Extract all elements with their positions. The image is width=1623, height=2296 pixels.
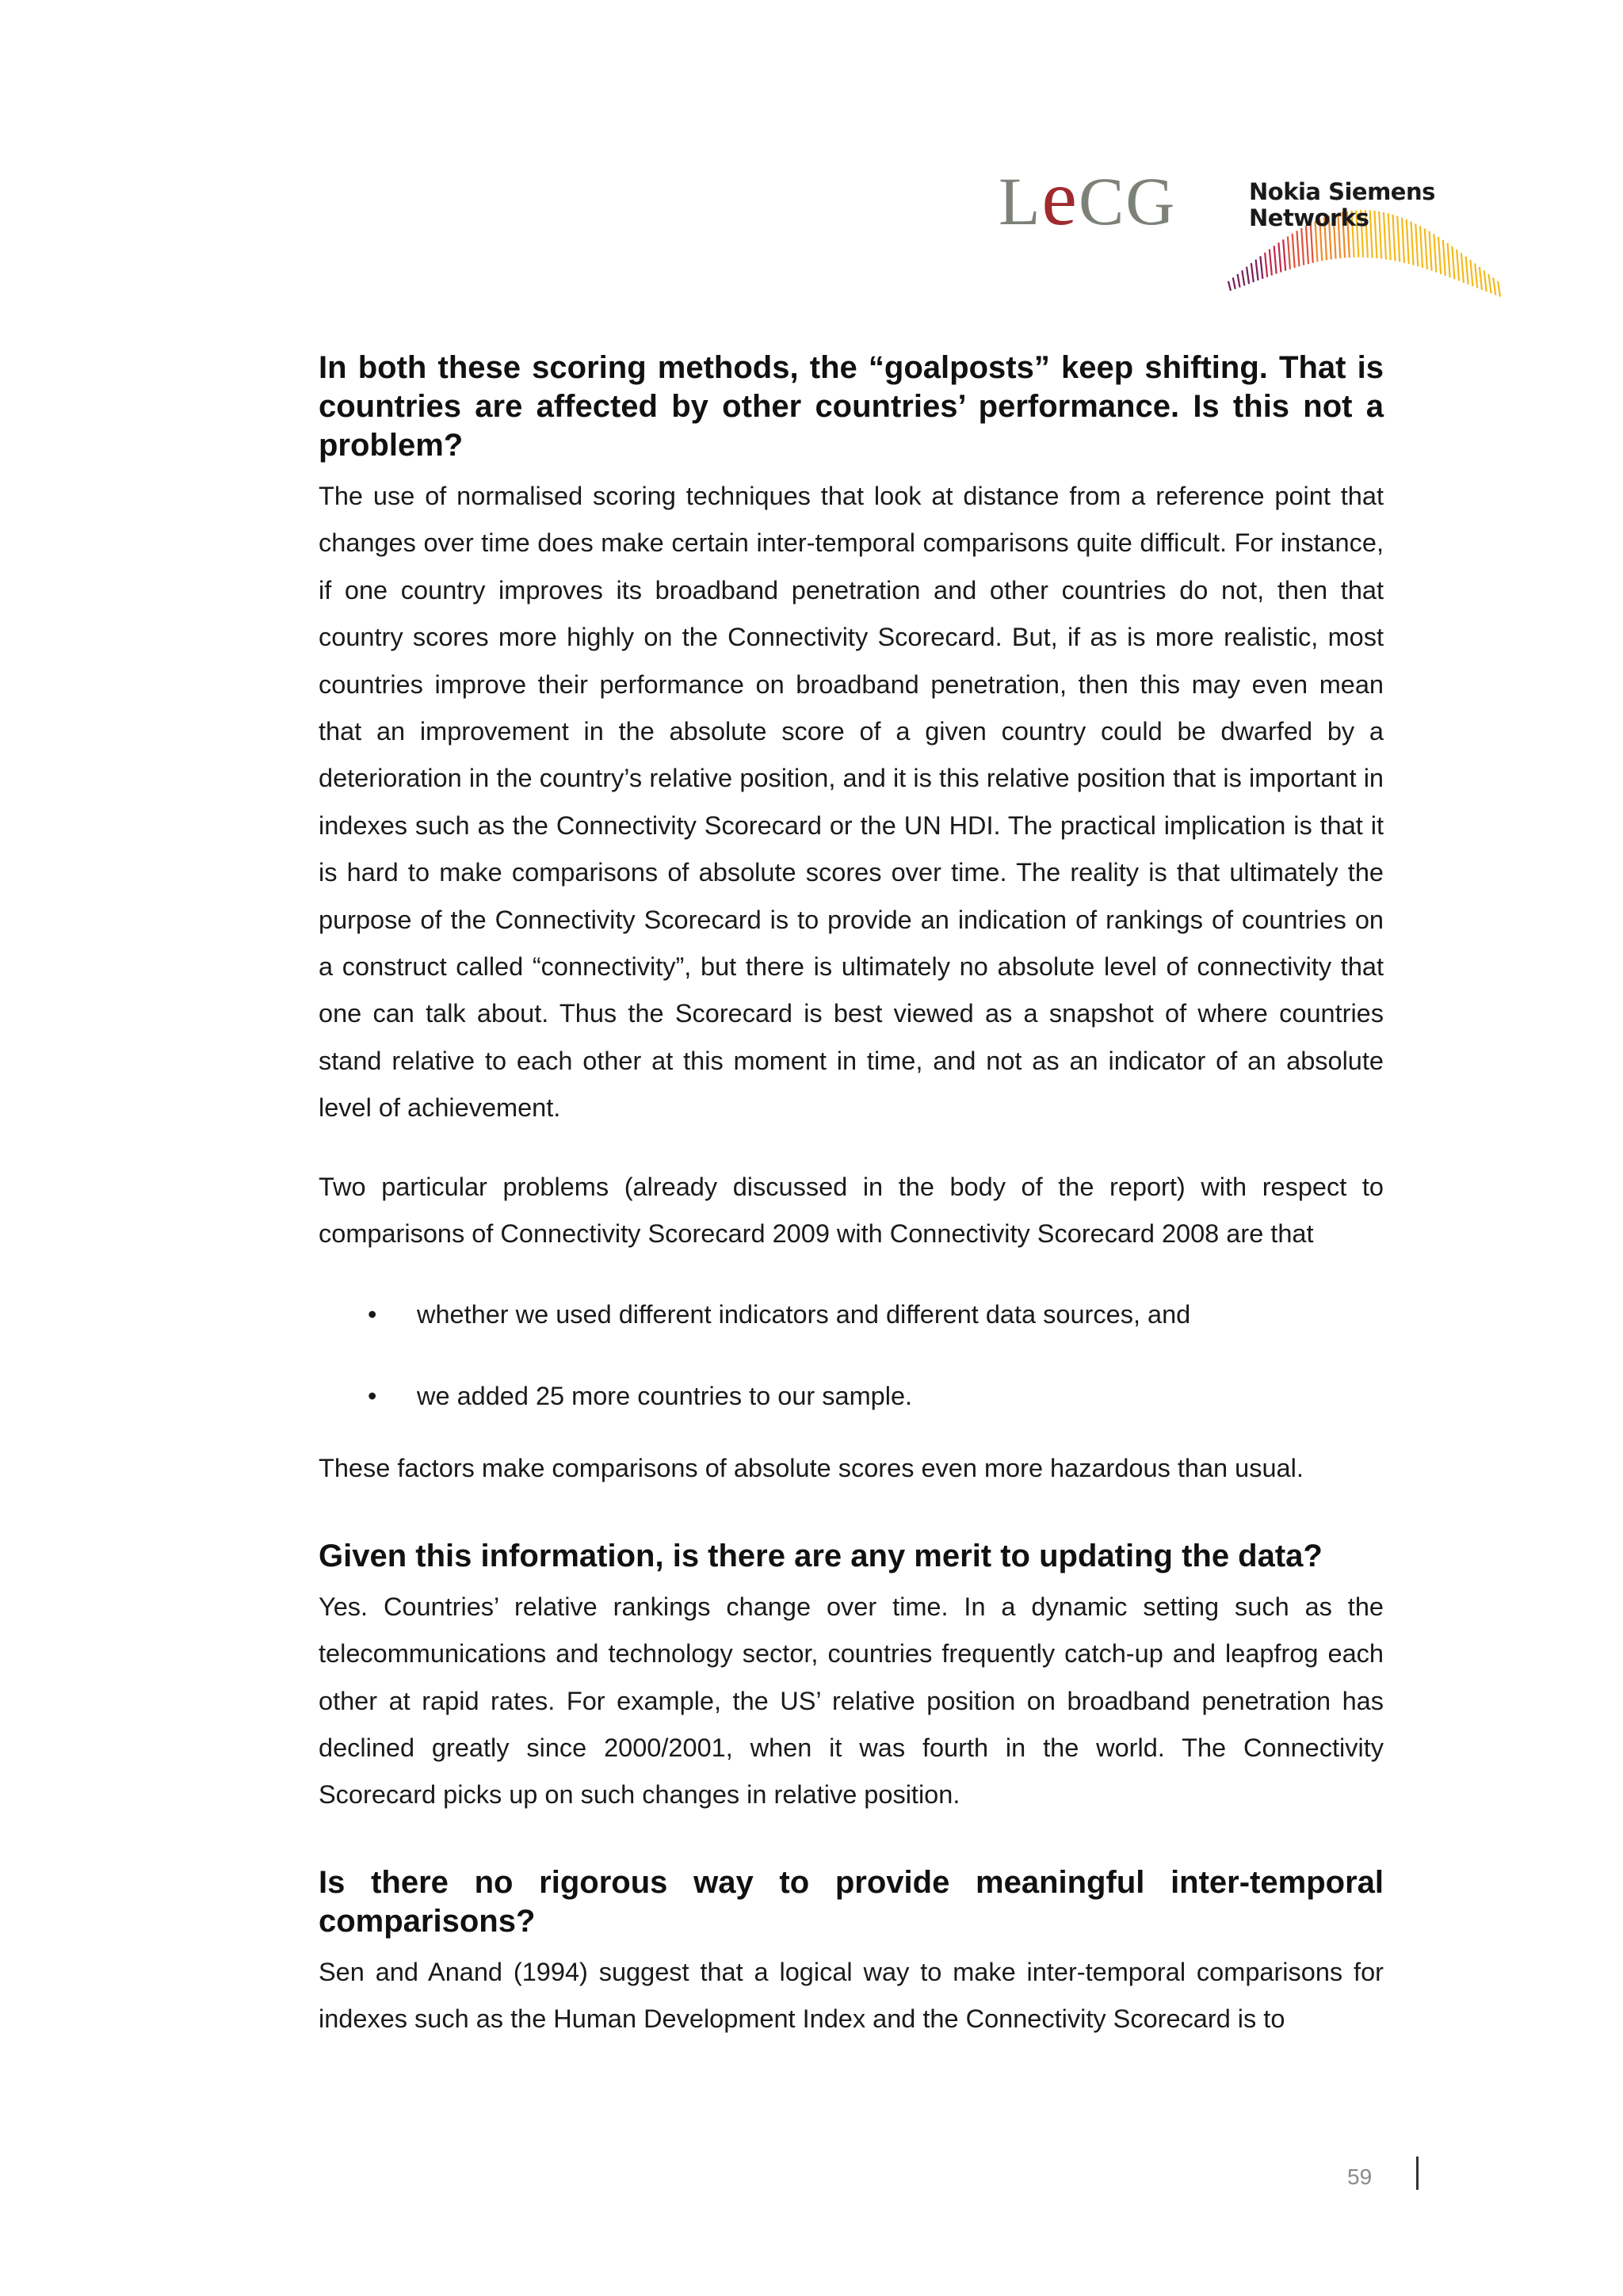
header-logos: [999, 154, 1506, 309]
section-updating-data: [319, 1537, 1384, 1819]
nsn-logo-line1: Nokia Siemens: [1249, 178, 1435, 205]
paragraph: Two particular problems (already discussed in the body of the report) with respect to comparisons of Connectivity Scorecard 2009 with Connectivity Scorecard 2008 are that: [319, 1172, 1384, 1249]
paragraph: These factors make comparisons of absolute scores even more hazardous than usual.: [319, 1454, 1304, 1483]
bullet-icon: •: [368, 1299, 377, 1329]
paragraph: Sen and Anand (1994) suggest that a logical way to make inter-temporal comparisons for indexes such as the Human Development Index and the Connectivity Scorecard is to: [319, 1957, 1384, 2034]
paragraph: Yes. Countries’ relative rankings change over time. In a dynamic setting such as the telecommunications and technology sector, countries frequently catch-up and leapfrog each other at rapid rates. For example, the US’ relative position on broadband penetration has declined greatly since 2000/2001, when it was fourth in the world. The Connectivity Scorecard picks up on such changes in relative position.: [319, 1592, 1384, 1810]
section-heading: In both these scoring methods, the “goalposts” keep shifting. That is countries are affected by other countries’ performance. Is this not a problem?: [319, 350, 1384, 463]
section-heading: Given this information, is there are any merit to updating the data?: [319, 1538, 1323, 1573]
document-body: [319, 349, 1384, 2043]
section-goalposts: [319, 349, 1384, 1493]
bullet-list: [319, 1291, 1384, 1421]
nsn-logo-text: [1249, 179, 1435, 231]
lecg-logo: LeCG: [999, 154, 1177, 242]
bullet-icon: •: [368, 1381, 377, 1410]
paragraph: The use of normalised scoring techniques that look at distance from a reference point that changes over time does make certain inter-temporal comparisons quite difficult. For instance, if one country improves its broadband penetration and other countries do not, then that country scores more highly on the Connectivity Scorecard. But, if as is more realistic, most countries improve their performance on broadband penetration, then this may even mean that an improvement in the absolute score of a given country could be dwarfed by a deterioration in the country’s relative position, and it is this relative position that is important in indexes such as the Connectivity Scorecard or the UN HDI. The practical implication is that it is hard to make comparisons of absolute scores over time. The reality is that ultimately the purpose of the Connectivity Scorecard is to provide an indication of rankings of countries on a construct called “connectivity”, but there is ultimately no absolute level of connectivity that one can talk about. Thus the Scorecard is best viewed as a snapshot of where countries stand relative to each other at this moment in time, and not as an indicator of an absolute level of achievement.: [319, 482, 1384, 1123]
section-inter-temporal: [319, 1863, 1384, 2043]
page-number: 59: [1347, 2164, 1373, 2189]
nsn-logo-line2: Networks: [1249, 204, 1369, 231]
list-item: • we added 25 more countries to our sample.: [319, 1373, 1384, 1420]
footer-divider: [1416, 2157, 1419, 2190]
list-item: • whether we used different indicators and different data sources, and: [319, 1291, 1384, 1338]
section-heading: Is there no rigorous way to provide meaningful inter-temporal comparisons?: [319, 1864, 1384, 1939]
